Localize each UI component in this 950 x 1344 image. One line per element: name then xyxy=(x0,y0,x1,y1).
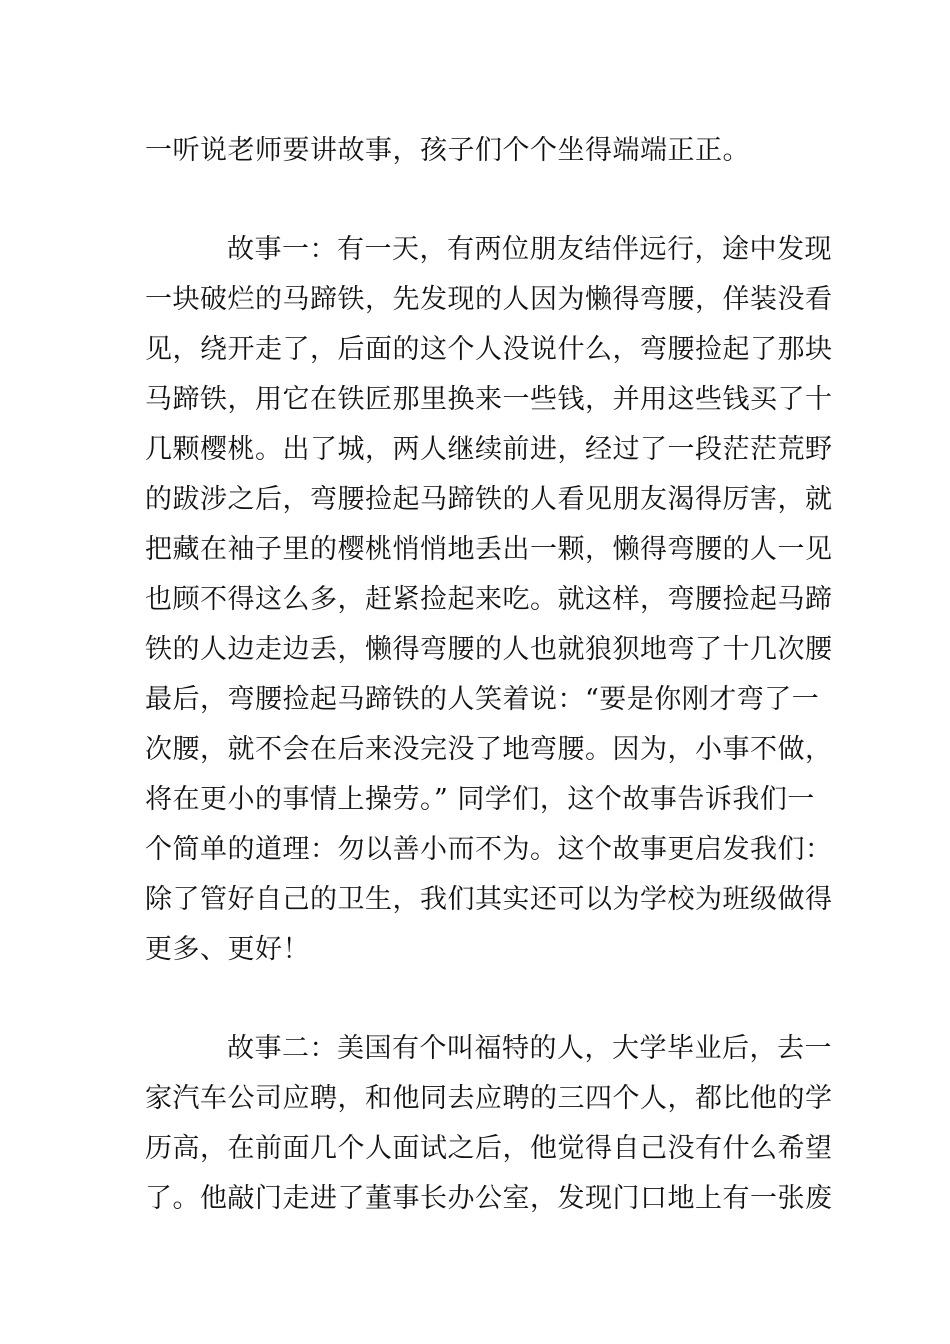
story1-line: 铁的人边走边丢，懒得弯腰的人也就狼狈地弯了十几次腰 xyxy=(145,634,833,665)
story2-line: 了。他敲门走进了董事长办公室，发现门口地上有一张废 xyxy=(145,1183,833,1214)
story1-line: 故事一：有一天，有两位朋友结伴远行，途中发现 xyxy=(227,234,832,265)
story1-line: 更多、更好！ xyxy=(145,934,310,965)
story1-line: 最后，弯腰捡起马蹄铁的人笑着说：“要是你刚才弯了一 xyxy=(145,684,820,715)
story2-line: 家汽车公司应聘，和他同去应聘的三四个人，都比他的学 xyxy=(145,1083,833,1114)
story1-line: 除了管好自己的卫生，我们其实还可以为学校为班级做得 xyxy=(145,884,833,915)
story1-line: 将在更小的事情上操劳。” 同学们，这个故事告诉我们一 xyxy=(145,784,815,815)
story2-line: 故事二：美国有个叫福特的人，大学毕业后，去一 xyxy=(227,1033,832,1064)
story1-line: 一块破烂的马蹄铁，先发现的人因为懒得弯腰，佯装没看 xyxy=(145,284,833,315)
story1-line: 也顾不得这么多，赶紧捡起来吃。就这样，弯腰捡起马蹄 xyxy=(145,584,833,615)
intro-paragraph: 一听说老师要讲故事，孩子们个个坐得端端正正。 xyxy=(145,135,750,166)
story1-line: 见，绕开走了，后面的这个人没说什么，弯腰捡起了那块 xyxy=(145,334,833,365)
story1-line: 几颗樱桃。出了城，两人继续前进，经过了一段茫茫荒野 xyxy=(145,434,833,465)
story1-line: 次腰，就不会在后来没完没了地弯腰。因为，小事不做， xyxy=(145,734,833,765)
story1-line: 马蹄铁，用它在铁匠那里换来一些钱，并用这些钱买了十 xyxy=(145,384,833,415)
story1-line: 的跋涉之后，弯腰捡起马蹄铁的人看见朋友渴得厉害，就 xyxy=(145,484,833,515)
story1-line: 把藏在袖子里的樱桃悄悄地丢出一颗，懒得弯腰的人一见 xyxy=(145,534,833,565)
story2-line: 历高，在前面几个人面试之后，他觉得自己没有什么希望 xyxy=(145,1133,833,1164)
story1-line: 个简单的道理：勿以善小而不为。这个故事更启发我们： xyxy=(145,834,833,865)
